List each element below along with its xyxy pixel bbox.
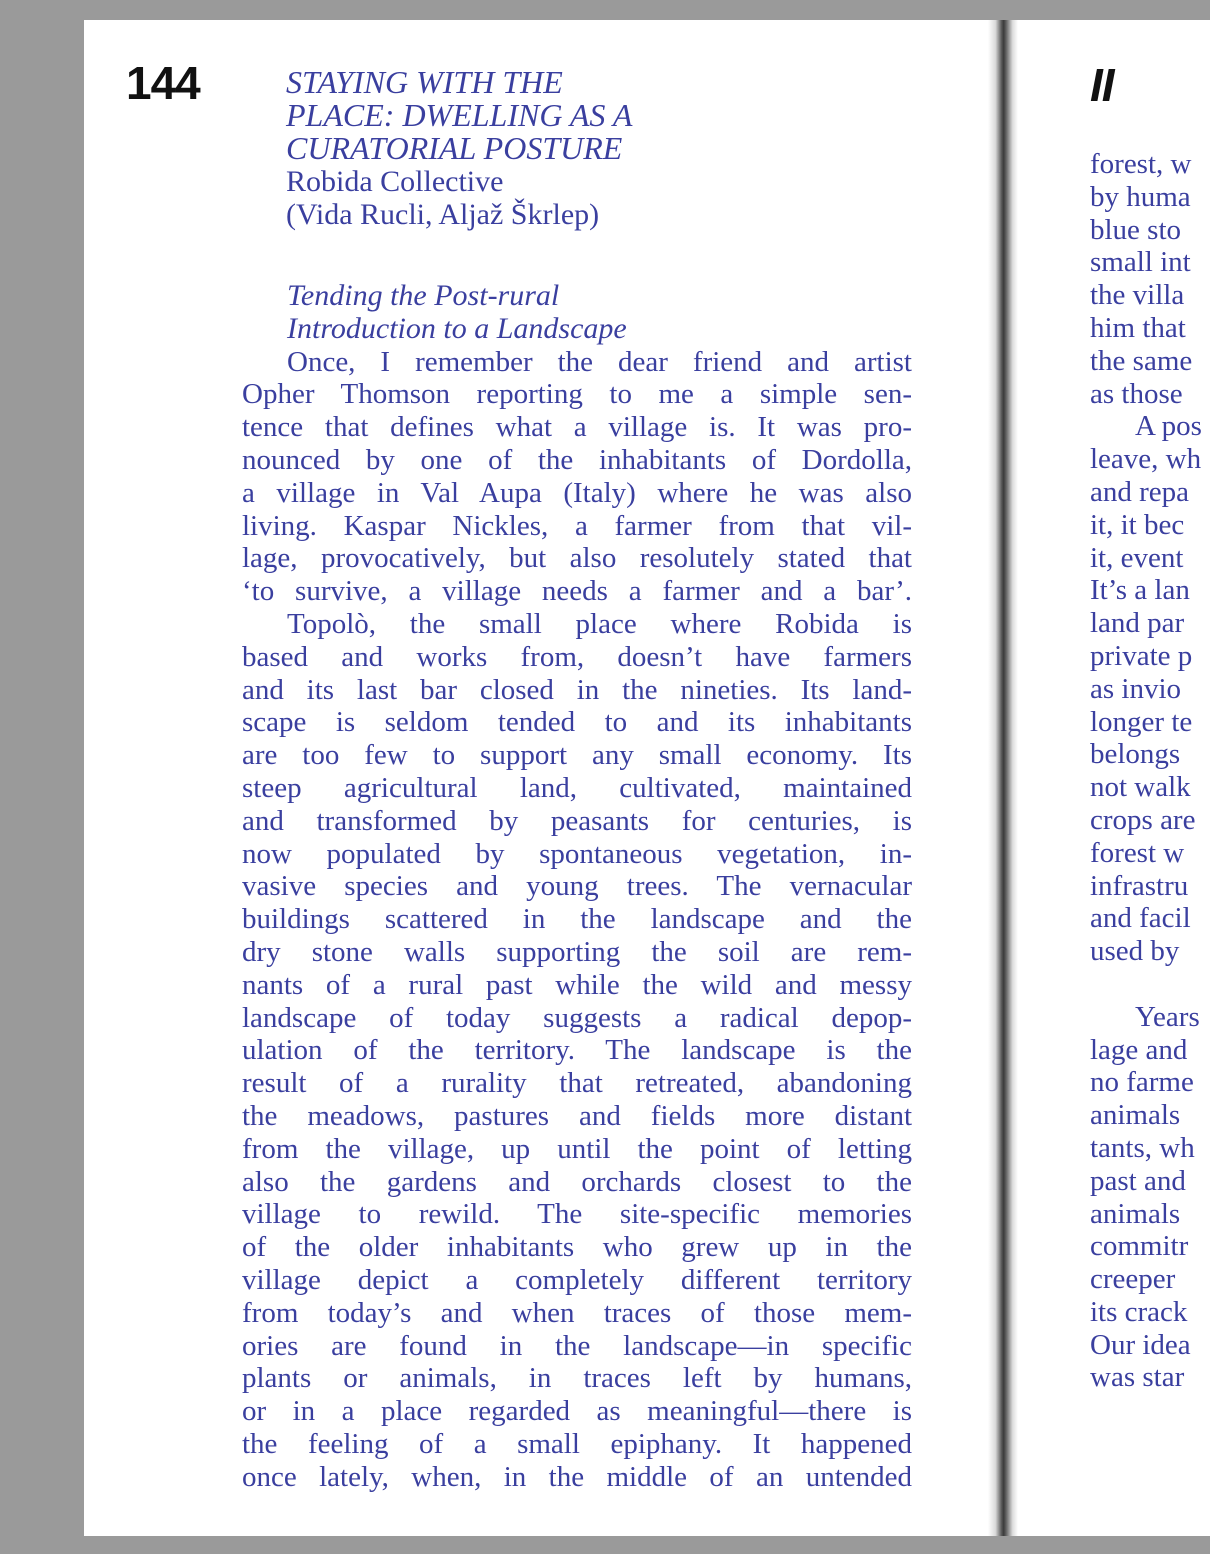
body-line: buildings scattered in the landscape and the — [242, 903, 912, 936]
body-line: forest w — [1090, 836, 1185, 869]
body-line: was star — [1090, 1361, 1185, 1394]
body-line: Once, I remember the dear friend and artist — [287, 345, 912, 378]
page-marker: II — [1090, 59, 1114, 111]
right-page — [1018, 20, 1210, 1536]
body-line: It’s a lan — [1090, 574, 1190, 607]
body-line: commitr — [1090, 1230, 1189, 1263]
body-line: are too few to support any small economy. Its — [242, 739, 912, 772]
body-line: the feeling of a small epiphany. It happened — [242, 1427, 912, 1460]
body-line: a village in Val Aupa (Italy) where he was also — [242, 476, 912, 509]
body-line: Years — [1135, 1000, 1200, 1033]
paragraph-gap — [1090, 968, 1210, 1001]
body-line: A pos — [1135, 410, 1202, 443]
body-line: as those — [1090, 377, 1183, 410]
body-line: Our idea — [1090, 1328, 1191, 1361]
body-line: village depict a completely different territory — [242, 1263, 912, 1296]
right-body-column — [1090, 148, 1210, 1394]
body-line: him that — [1090, 311, 1186, 344]
body-line: land par — [1090, 607, 1185, 640]
body-line: and its last bar closed in the nineties. Its land- — [242, 673, 912, 706]
chapter-title-line: STAYING WITH THE — [286, 64, 563, 100]
body-line: longer te — [1090, 705, 1193, 738]
body-line: nounced by one of the inhabitants of Dordolla, — [242, 443, 912, 476]
body-line: small int — [1090, 246, 1191, 279]
body-line: past and — [1090, 1164, 1186, 1197]
page-number: 144 — [126, 57, 200, 109]
book-gutter — [988, 20, 1018, 1536]
body-line: from today’s and when traces of those mem- — [242, 1296, 912, 1329]
body-line: it, it bec — [1090, 508, 1185, 541]
body-line: living. Kaspar Nickles, a farmer from that vil- — [242, 509, 912, 542]
body-line: crops are — [1090, 803, 1196, 836]
body-line: animals — [1090, 1099, 1181, 1132]
section-heading-line: Tending the Post-rural — [287, 279, 560, 312]
body-line: not walk — [1090, 771, 1191, 804]
body-line: village to rewild. The site-specific memories — [242, 1198, 912, 1231]
body-line: and transformed by peasants for centuries, is — [242, 804, 912, 837]
body-line: based and works from, doesn’t have farmers — [242, 640, 912, 673]
body-line: Opher Thomson reporting to me a simple sen- — [242, 378, 912, 411]
body-line: its crack — [1090, 1295, 1188, 1328]
body-line: as invio — [1090, 672, 1182, 705]
body-line: lage and — [1090, 1033, 1188, 1066]
body-line: ories are found in the landscape—in specific — [242, 1329, 912, 1362]
body-line: by huma — [1090, 180, 1191, 213]
left-body-column — [242, 280, 912, 1493]
body-line: blue sto — [1090, 213, 1182, 246]
body-line: forest, w — [1090, 148, 1192, 180]
body-line: no farme — [1090, 1066, 1194, 1099]
body-line: and facil — [1090, 902, 1191, 935]
body-line: plants or animals, in traces left by humans, — [242, 1362, 912, 1395]
body-line: Topolò, the small place where Robida is — [287, 607, 912, 640]
body-line: or in a place regarded as meaningful—there is — [242, 1395, 912, 1428]
author-line: (Vida Rucli, Aljaž Škrlep) — [286, 198, 600, 231]
chapter-title-line: CURATORIAL POSTURE — [286, 130, 623, 166]
body-line: the villa — [1090, 279, 1185, 312]
body-line: infrastru — [1090, 869, 1189, 902]
body-line: from the village, up until the point of letting — [242, 1132, 912, 1165]
body-line: the meadows, pastures and fields more distant — [242, 1099, 912, 1132]
body-line: also the gardens and orchards closest to the — [242, 1165, 912, 1198]
body-line: tants, wh — [1090, 1131, 1195, 1164]
left-page — [84, 20, 1000, 1536]
author-line: Robida Collective — [286, 165, 504, 198]
body-line: once lately, when, in the middle of an untended — [242, 1460, 912, 1493]
body-line: leave, wh — [1090, 443, 1202, 476]
chapter-heading — [286, 66, 886, 231]
body-line: the same — [1090, 344, 1193, 377]
section-heading-line: Introduction to a Landscape — [287, 311, 627, 345]
body-line: landscape of today suggests a radical depop- — [242, 1001, 912, 1034]
body-line: now populated by spontaneous vegetation, in- — [242, 837, 912, 870]
body-line: lage, provocatively, but also resolutely stated that — [242, 542, 912, 575]
body-line: it, event — [1090, 541, 1184, 574]
body-line: vasive species and young trees. The vernacular — [242, 870, 912, 903]
body-line: dry stone walls supporting the soil are rem- — [242, 935, 912, 968]
body-line: and repa — [1090, 475, 1190, 508]
body-line: animals — [1090, 1197, 1181, 1230]
body-line: result of a rurality that retreated, abandoning — [242, 1067, 912, 1100]
body-line: of the older inhabitants who grew up in the — [242, 1231, 912, 1264]
body-line: creeper — [1090, 1263, 1176, 1296]
chapter-title-line: PLACE: DWELLING AS A — [286, 97, 633, 133]
body-line: tence that defines what a village is. It was pro- — [242, 411, 912, 444]
body-line: steep agricultural land, cultivated, maintained — [242, 771, 912, 804]
body-line: ‘to survive, a village needs a farmer and a bar’. — [242, 575, 912, 608]
body-line: belongs — [1090, 738, 1181, 771]
body-line: used by — [1090, 935, 1180, 968]
body-line: private p — [1090, 639, 1193, 672]
body-line: scape is seldom tended to and its inhabitants — [242, 706, 912, 739]
body-line: ulation of the territory. The landscape is the — [242, 1034, 912, 1067]
body-line: nants of a rural past while the wild and messy — [242, 968, 912, 1001]
